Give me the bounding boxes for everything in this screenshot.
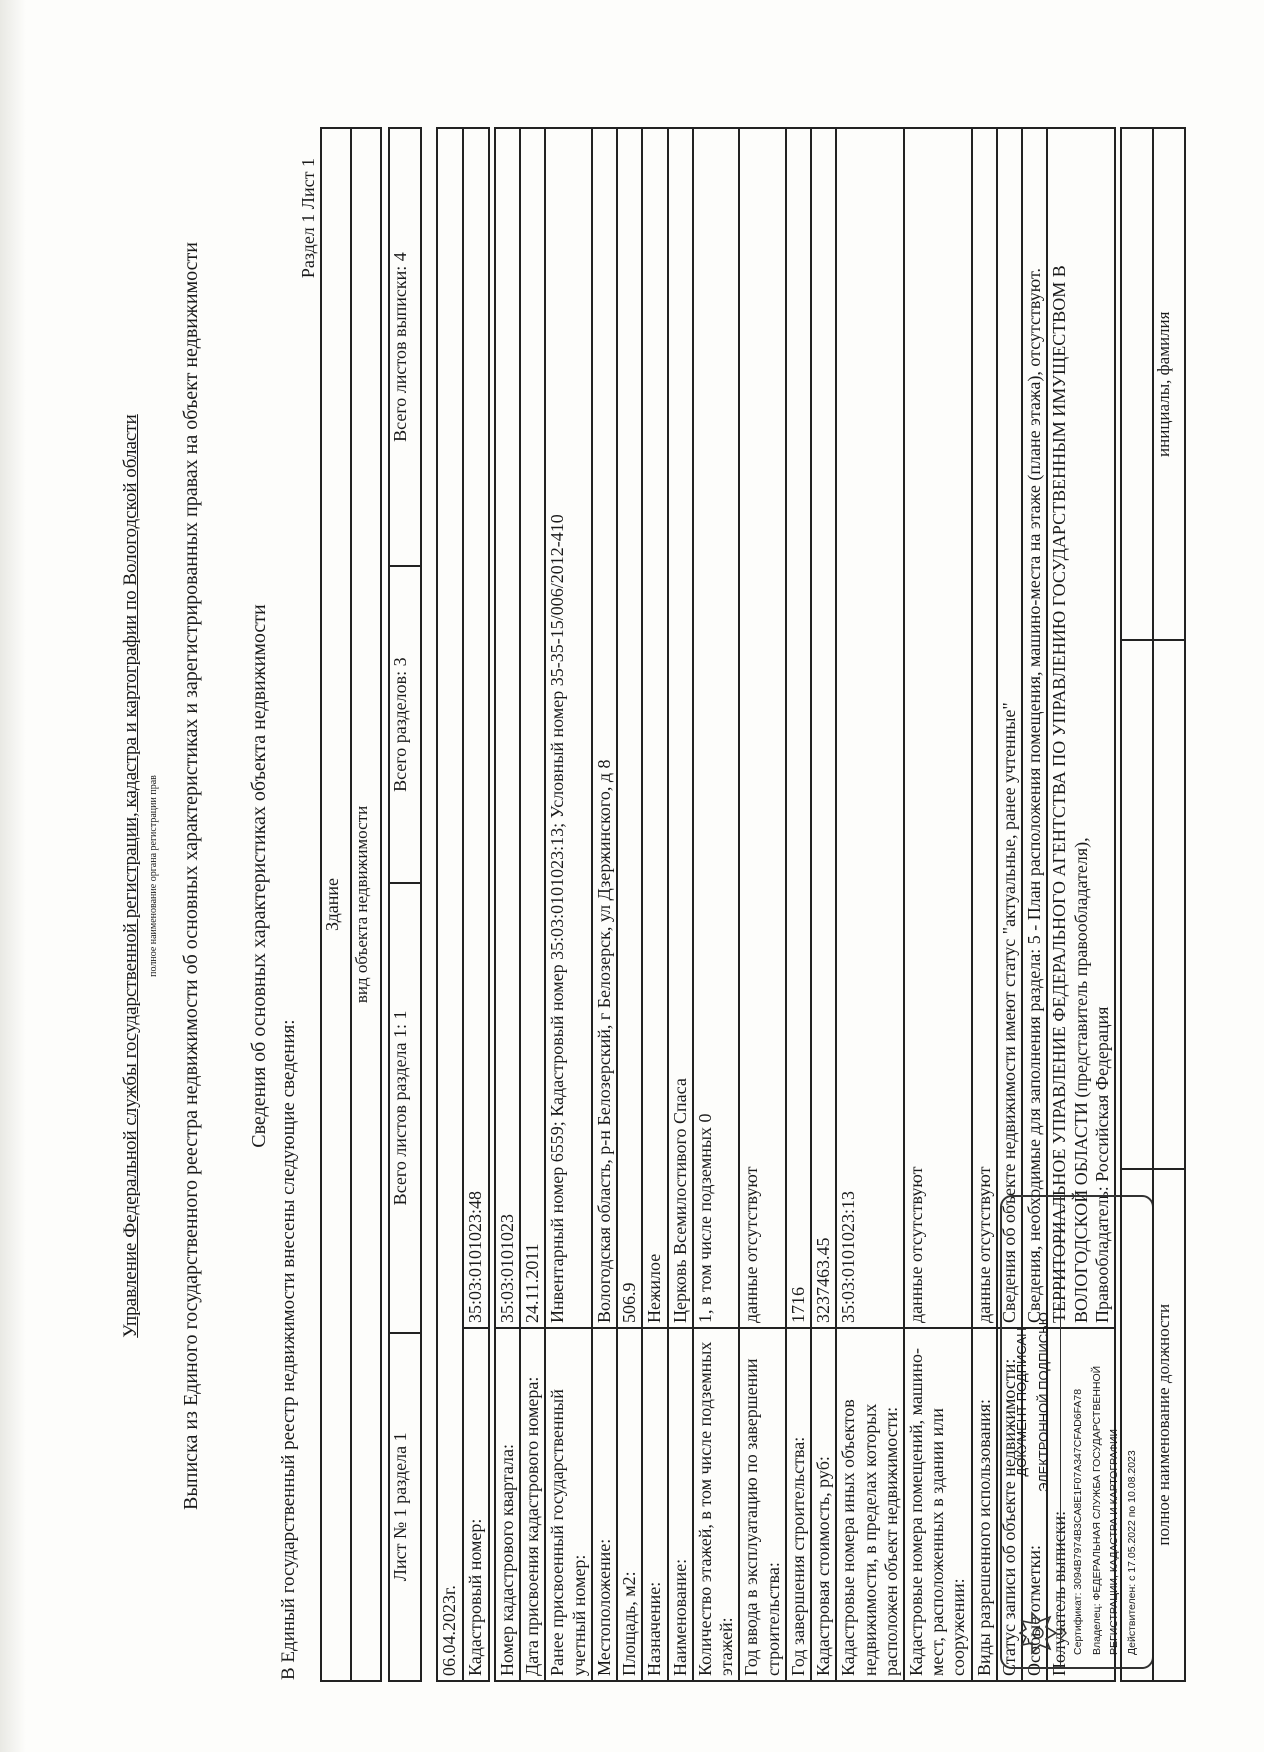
organization-caption: полное наименование органа регистрации прав	[148, 775, 159, 977]
field-value: ТЕРРИТОРИАЛЬНОЕ УПРАВЛЕНИЕ ФЕДЕРАЛЬНОГО АГЕНТСТВА ПО УПРАВЛЕНИЮ ГОСУДАРСТВЕННЫМ ИМУЩЕСТВОМ В ВОЛОГОДСКОЙ ОБЛАСТИ (представитель правообладателя), Правообладатель: Российская Федерация	[1047, 128, 1115, 1328]
sheet-label: Раздел 1 Лист 1	[298, 158, 318, 279]
total-sections: Всего разделов: 3	[389, 566, 421, 883]
table-row	[693, 128, 739, 1681]
position-caption: полное наименование должности	[1153, 1169, 1185, 1681]
table-row	[545, 128, 591, 1681]
table-row	[617, 128, 642, 1681]
field-value: 35:03:0101023:13	[836, 128, 904, 1328]
field-label: Особые отметки:	[1022, 1328, 1047, 1681]
table-row	[592, 128, 617, 1681]
field-label: Кадастровая стоимость, руб:	[811, 1328, 836, 1681]
table-row	[904, 128, 972, 1681]
name-caption: инициалы, фамилия	[1153, 128, 1185, 641]
stamp-owner-2: РЕГИСТРАЦИИ, КАДАСТРА И КАРТОГРАФИИ	[1108, 1428, 1120, 1655]
stamp-divider	[1060, 1197, 1061, 1667]
field-value: данные отсутствуют	[904, 128, 972, 1328]
signature-caption-empty	[1153, 641, 1185, 1169]
field-label: Площадь, м2:	[617, 1328, 642, 1681]
sheet-number: Лист № 1 раздела 1	[389, 1333, 421, 1681]
table-row	[495, 128, 520, 1681]
field-value: Вологодская область, р-н Белозерский, г Белозерск, ул Дзержинского, д 8	[592, 128, 617, 1328]
field-label: Ранее присвоенный государственный учетный номер:	[545, 1328, 591, 1681]
stamp-valid: Действителен: с 17.05.2022 по 10.08.2023	[1126, 1450, 1138, 1655]
stamp-certificate: Сертификат: 3094B7974B3CA8E1F07A347CFAD6FA78	[1072, 1388, 1084, 1655]
field-value: 506.9	[617, 128, 642, 1328]
field-label: Номер кадастрового квартала:	[495, 1328, 520, 1681]
signature-table	[1120, 127, 1186, 1682]
field-label: Назначение:	[642, 1328, 667, 1681]
field-value: 3237463.45	[811, 128, 836, 1328]
object-kind: Здание	[321, 128, 351, 1681]
document-title: Выписка из Единого государственного реестра недвижимости об основных характеристиках и зарегистрированных правах на объект недвижимости	[180, 242, 202, 1511]
field-label: Кадастровые номера иных объектов недвижимости, в пределах которых расположен объект недвижимости:	[836, 1328, 904, 1681]
table-row	[836, 128, 904, 1681]
field-label: Статус записи об объекте недвижимости:	[997, 1328, 1022, 1681]
field-value: Инвентарный номер 6559; Кадастровый номер 35:03:0101023:13; Условный номер 35-35-15/006/2012-410	[545, 128, 591, 1328]
extract-date: 06.04.2023г.	[437, 128, 463, 1681]
section-title: Сведения об основных характеристиках объекта недвижимости	[248, 604, 270, 1148]
date-cadastral-table	[436, 127, 490, 1682]
name-field	[1121, 128, 1153, 641]
field-value: Сведения об объекте недвижимости имеют статус "актуальные, ранее учтенные"	[997, 128, 1022, 1328]
scan-edge	[0, 0, 26, 1752]
table-row	[786, 128, 811, 1681]
field-value: Сведения, необходимые для заполнения раздела: 5 - План расположения помещения, машино-места на этаже (плане этажа), отсутствуют.	[1022, 128, 1047, 1328]
stamp-line-1: ДОКУМЕНТ ПОДПИСАН	[1014, 1327, 1029, 1477]
intro-text: В Единый государственный реестр недвижимости внесены следующие сведения:	[278, 1019, 299, 1680]
object-kind-table	[320, 127, 382, 1682]
field-label: Год ввода в эксплуатацию по завершении строительства:	[739, 1328, 785, 1681]
field-value: 24.11.2011	[520, 128, 545, 1328]
field-value: 1, в том числе подземных 0	[693, 128, 739, 1328]
table-row	[668, 128, 693, 1681]
field-label: Дата присвоения кадастрового номера:	[520, 1328, 545, 1681]
stamp-line-2: ЭЛЕКТРОННОЙ ПОДПИСЬЮ	[1036, 1312, 1051, 1492]
table-row	[811, 128, 836, 1681]
position-field	[1121, 1169, 1153, 1681]
sheets-in-section: Всего листов раздела 1: 1	[389, 883, 421, 1332]
signature-field	[1121, 641, 1153, 1169]
cadastral-number-value: 35:03:0101023:48	[463, 128, 489, 1328]
total-sheets: Всего листов выписки: 4	[389, 128, 421, 566]
field-label: Количество этажей, в том числе подземных этажей:	[693, 1328, 739, 1681]
field-label: Виды разрешенного использования:	[972, 1328, 997, 1681]
field-value: данные отсутствуют	[972, 128, 997, 1328]
cadastral-number-label: Кадастровый номер:	[463, 1328, 489, 1681]
field-value: 35:03:0101023	[495, 128, 520, 1328]
organization-name: Управление Федеральной службы государственной регистрации, кадастра и картографии по Вологодской области	[120, 414, 141, 1338]
table-row	[972, 128, 997, 1681]
field-label: Получатель выписки:	[1047, 1328, 1115, 1681]
field-label: Местоположение:	[592, 1328, 617, 1681]
object-kind-caption: вид объекта недвижимости	[351, 128, 381, 1681]
field-label: Год завершения строительства:	[786, 1328, 811, 1681]
field-value: Нежилое	[642, 128, 667, 1328]
table-row	[739, 128, 785, 1681]
table-row	[642, 128, 667, 1681]
sheets-table	[388, 127, 422, 1682]
table-row	[520, 128, 545, 1681]
field-value: Церковь Всемилостивого Спаса	[668, 128, 693, 1328]
field-label: Кадастровые номера помещений, машино-мест, расположенных в здании или сооружении:	[904, 1328, 972, 1681]
field-label: Наименование:	[668, 1328, 693, 1681]
field-value: данные отсутствуют	[739, 128, 785, 1328]
field-value: 1716	[786, 128, 811, 1328]
stamp-owner-1: Владелец: ФЕДЕРАЛЬНАЯ СЛУЖБА ГОСУДАРСТВЕННОЙ	[1091, 1365, 1103, 1655]
